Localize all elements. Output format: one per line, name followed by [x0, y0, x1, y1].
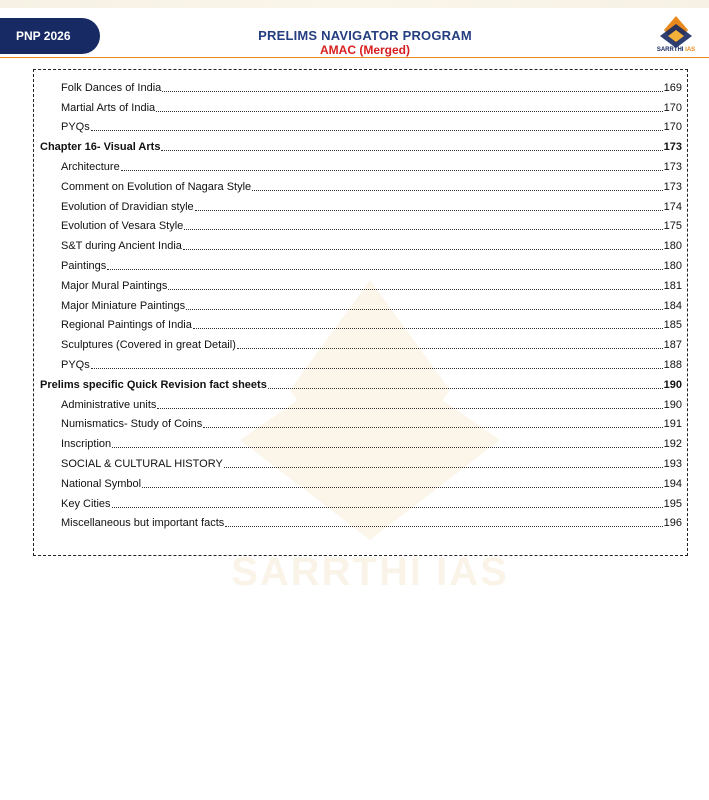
- toc-page-number: 184: [663, 299, 682, 312]
- toc-row[interactable]: [40, 154, 682, 174]
- dot-leader: [91, 129, 663, 131]
- toc-page-number: 169: [663, 81, 682, 94]
- toc-entry-title: Administrative units: [61, 398, 157, 411]
- toc-entry-title: Major Miniature Paintings: [61, 299, 186, 312]
- toc-row[interactable]: [40, 75, 682, 95]
- toc-row[interactable]: [40, 293, 682, 313]
- dot-leader: [112, 506, 663, 508]
- logo-wordmark: SARRTHI IAS: [656, 47, 696, 53]
- toc-entry-title: Evolution of Vesara Style: [61, 220, 184, 233]
- toc-entry-title: Numismatics- Study of Coins: [61, 418, 203, 431]
- dot-leader: [193, 327, 663, 329]
- toc-page-number: 195: [663, 497, 682, 510]
- toc-page-number: 190: [663, 378, 682, 391]
- toc-entry-title: PYQs: [61, 121, 90, 134]
- toc-row[interactable]: [40, 352, 682, 372]
- toc-page-number: 192: [663, 438, 682, 451]
- dot-leader: [91, 367, 663, 369]
- toc-entry-title: SOCIAL & CULTURAL HISTORY: [61, 457, 223, 470]
- toc-page-number: 170: [663, 101, 682, 114]
- toc-page-number: 185: [663, 319, 682, 332]
- dot-leader: [252, 189, 662, 191]
- watermark-text: SARRTHI IAS: [231, 550, 509, 594]
- toc-row[interactable]: [40, 471, 682, 491]
- toc-entry-title: Sculptures (Covered in great Detail): [61, 339, 236, 352]
- dot-leader: [183, 248, 663, 250]
- toc-page-number: 174: [663, 200, 682, 213]
- toc-entry-title: Comment on Evolution of Nagara Style: [61, 180, 252, 193]
- page-title: PRELIMS NAVIGATOR PROGRAM: [258, 28, 472, 43]
- toc-row[interactable]: [40, 451, 682, 471]
- toc-entry-title: Miscellaneous but important facts: [61, 517, 225, 530]
- dot-leader: [142, 486, 663, 488]
- toc-entry-title: Architecture: [61, 160, 120, 173]
- toc-row[interactable]: [40, 431, 682, 451]
- toc-row[interactable]: [40, 511, 682, 531]
- dot-leader: [157, 407, 662, 409]
- toc-page-number: 175: [663, 220, 682, 233]
- toc-page-number: 194: [663, 477, 682, 490]
- toc-page-number: 190: [663, 398, 682, 411]
- dot-leader: [268, 387, 663, 389]
- dot-leader: [162, 90, 662, 92]
- toc-chapter-row[interactable]: [40, 134, 682, 154]
- toc-chapter-row[interactable]: [40, 372, 682, 392]
- toc-page-number: 180: [663, 259, 682, 272]
- toc-entry-title: National Symbol: [61, 477, 142, 490]
- toc-entry-title: Inscription: [61, 438, 112, 451]
- toc-entry-title: PYQs: [61, 358, 90, 371]
- toc-entry-title: Paintings: [61, 259, 107, 272]
- dot-leader: [237, 347, 663, 349]
- dot-leader: [161, 149, 662, 151]
- dot-leader: [186, 308, 663, 310]
- toc-row[interactable]: [40, 95, 682, 115]
- toc-page-number: 193: [663, 457, 682, 470]
- toc-row[interactable]: [40, 214, 682, 234]
- toc-page-number: 188: [663, 358, 682, 371]
- toc-row[interactable]: [40, 491, 682, 511]
- toc-page-number: 180: [663, 240, 682, 253]
- dot-leader: [156, 110, 662, 112]
- toc-row[interactable]: [40, 392, 682, 412]
- toc-page-number: 191: [663, 418, 682, 431]
- program-badge: PNP 2026: [0, 18, 100, 54]
- toc-page-number: 173: [663, 180, 682, 193]
- toc-page-number: 173: [663, 141, 682, 154]
- top-decorative-band: [0, 0, 709, 8]
- page-subtitle: AMAC (Merged): [320, 43, 410, 57]
- dot-leader: [195, 209, 663, 211]
- toc-row[interactable]: [40, 412, 682, 432]
- toc-row[interactable]: [40, 174, 682, 194]
- toc-row[interactable]: [40, 194, 682, 214]
- toc-entry-title: Major Mural Paintings: [61, 279, 168, 292]
- toc-row[interactable]: [40, 273, 682, 293]
- toc-entry-title: Regional Paintings of India: [61, 319, 192, 332]
- toc-entry-title: Chapter 16- Visual Arts: [40, 141, 161, 154]
- toc-entry-title: S&T during Ancient India: [61, 240, 182, 253]
- toc-entry-title: Evolution of Dravidian style: [61, 200, 194, 213]
- toc-row[interactable]: [40, 115, 682, 135]
- toc-page-number: 196: [663, 517, 682, 530]
- toc-row[interactable]: [40, 233, 682, 253]
- toc-entry-title: Prelims specific Quick Revision fact sheets: [40, 378, 267, 391]
- toc-entry-title: Martial Arts of India: [61, 101, 156, 114]
- dot-leader: [121, 169, 663, 171]
- toc-page-number: 187: [663, 339, 682, 352]
- header-divider: [0, 57, 709, 58]
- dot-leader: [203, 426, 662, 428]
- dot-leader: [107, 268, 662, 270]
- toc-entry-title: Folk Dances of India: [61, 81, 162, 94]
- toc-page-number: 173: [663, 160, 682, 173]
- dot-leader: [184, 228, 662, 230]
- table-of-contents: [40, 75, 682, 530]
- dot-leader: [112, 446, 663, 448]
- toc-row[interactable]: [40, 332, 682, 352]
- dot-leader: [224, 466, 663, 468]
- toc-row[interactable]: [40, 253, 682, 273]
- toc-page-number: 181: [663, 279, 682, 292]
- toc-page-number: 170: [663, 121, 682, 134]
- dot-leader: [225, 525, 662, 527]
- toc-entry-title: Key Cities: [61, 497, 111, 510]
- dot-leader: [168, 288, 662, 290]
- toc-row[interactable]: [40, 313, 682, 333]
